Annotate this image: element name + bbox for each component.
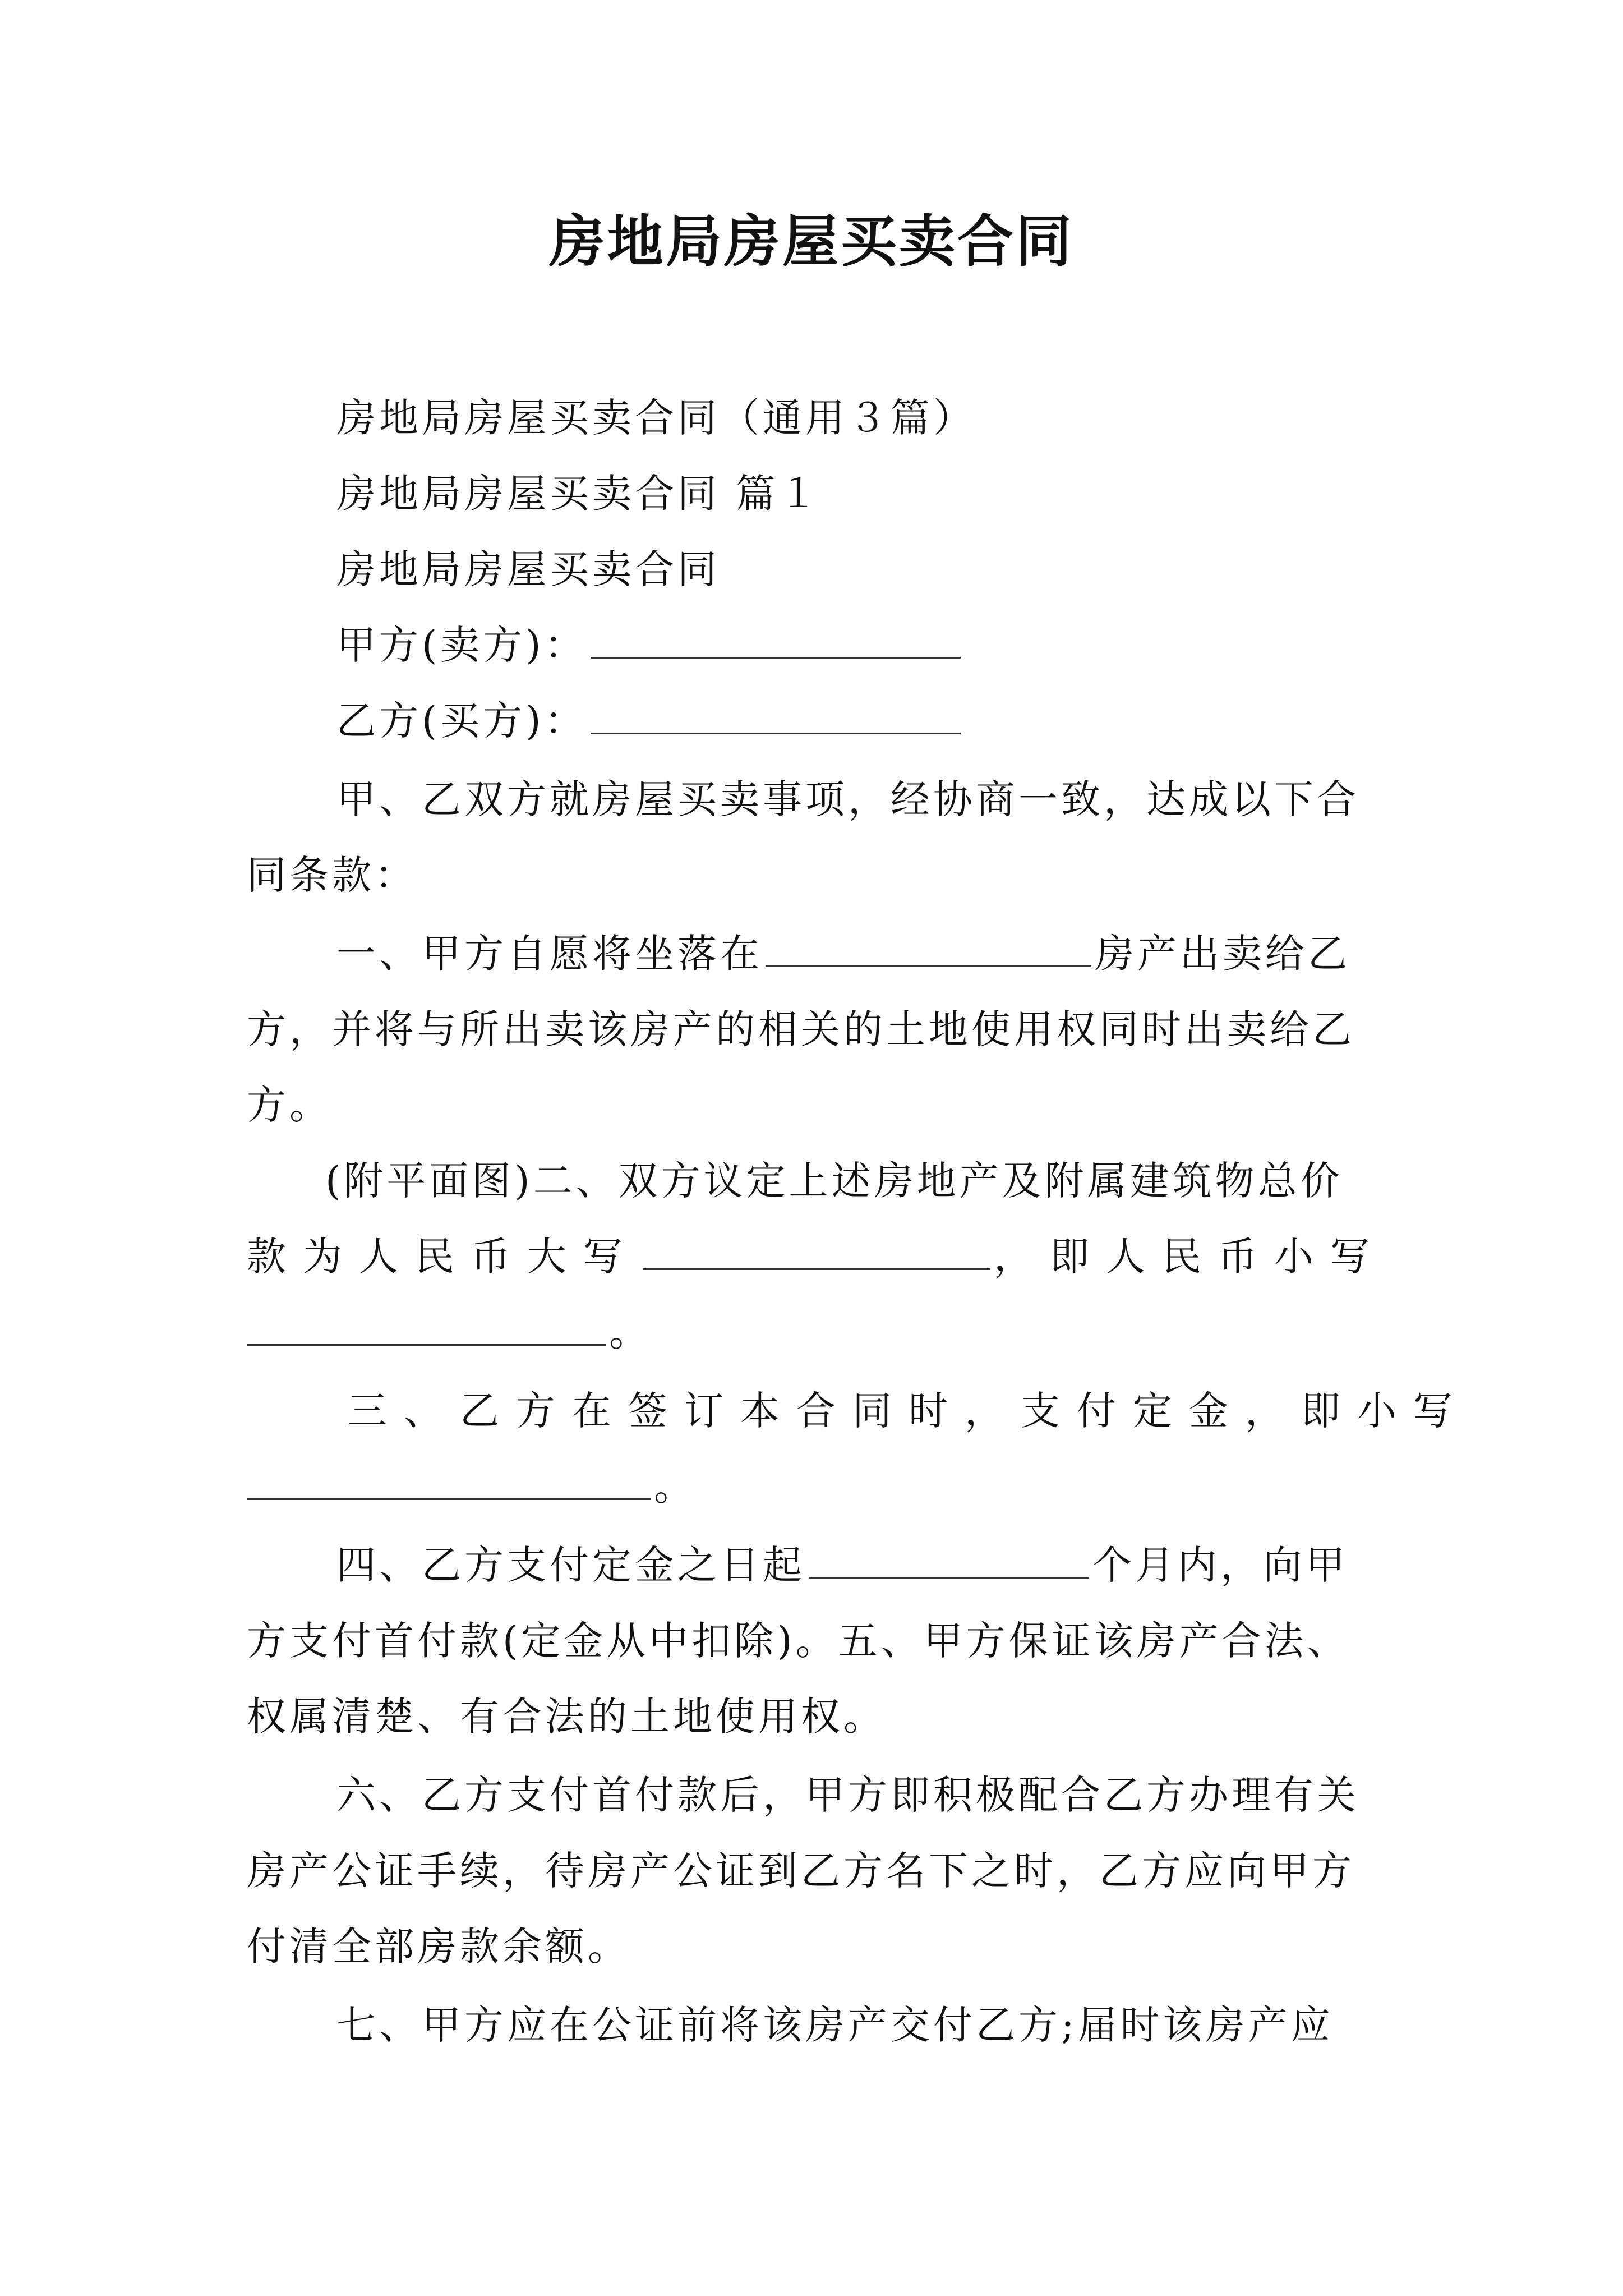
paragraph-line: 方，并将与所出卖该房产的相关的土地使用权同时出卖给乙 [247,1006,1355,1052]
clause-2-price-line [247,1226,1391,1287]
contract-heading: 房地局房屋买卖合同 [336,546,720,592]
clause-3-line: 三、乙方在签订本合同时，支付定金，即小写 [348,1388,1469,1434]
clause-1-text-b: 房产出卖给乙 [1095,931,1350,977]
party-a-line [336,614,1481,676]
price-uppercase-label: 款为人民币大写 [247,1234,639,1280]
clause-1-text-a: 一、甲方自愿将坐落在 [336,931,763,977]
period: 。 [654,1464,697,1510]
clause-2-line: (附平面图)二、双方议定上述房地产及附属建筑物总价 [325,1158,1343,1204]
paragraph-line: 方支付首付款(定金从中扣除)。五、甲方保证该房产合法、 [247,1618,1350,1664]
deposit-line [247,1456,1391,1517]
paragraph-line: 甲、乙双方就房屋买卖事项，经协商一致，达成以下合 [336,776,1359,822]
clause-4-text-a: 四、乙方支付定金之日起 [336,1542,805,1588]
paragraph-line: 房产公证手续，待房产公证到乙方名下之时，乙方应向甲方 [247,1848,1355,1894]
price-lowercase-label: ，即人民币小写 [994,1234,1386,1280]
party-b-line [336,690,1481,752]
months-blank [809,1538,1089,1579]
clause-6-line: 六、乙方支付首付款后，甲方即积极配合乙方办理有关 [336,1772,1359,1818]
clause-4-text-b: 个月内，向甲 [1092,1542,1348,1588]
paragraph-line: 同条款： [247,852,417,898]
paragraph-line: 权属清楚、有合法的土地使用权。 [247,1694,886,1740]
clause-4-line [336,1534,1481,1596]
price-lowercase-line [247,1301,1391,1363]
price-lowercase-blank [247,1305,606,1346]
subtitle-collection: 房地局房屋买卖合同（通用３篇） [336,395,976,441]
party-a-blank [591,618,961,659]
location-blank [766,926,1091,967]
clause-7-line: 七、甲方应在公证前将该房产交付乙方;届时该房产应 [336,2002,1334,2048]
clause-1-line [336,923,1481,984]
party-a-label: 甲方(卖方)： [336,622,587,668]
subtitle-part-1: 房地局房屋买卖合同 篇１ [336,471,822,517]
paragraph-line: 方。 [247,1082,332,1128]
deposit-blank [247,1459,651,1500]
party-b-blank [591,693,961,734]
document-title: 房地局房屋买卖合同 [549,208,1074,274]
party-b-label: 乙方(买方)： [336,698,587,744]
period: 。 [609,1309,652,1355]
price-uppercase-blank [643,1229,990,1270]
paragraph-line: 付清全部房款余额。 [247,1924,630,1970]
